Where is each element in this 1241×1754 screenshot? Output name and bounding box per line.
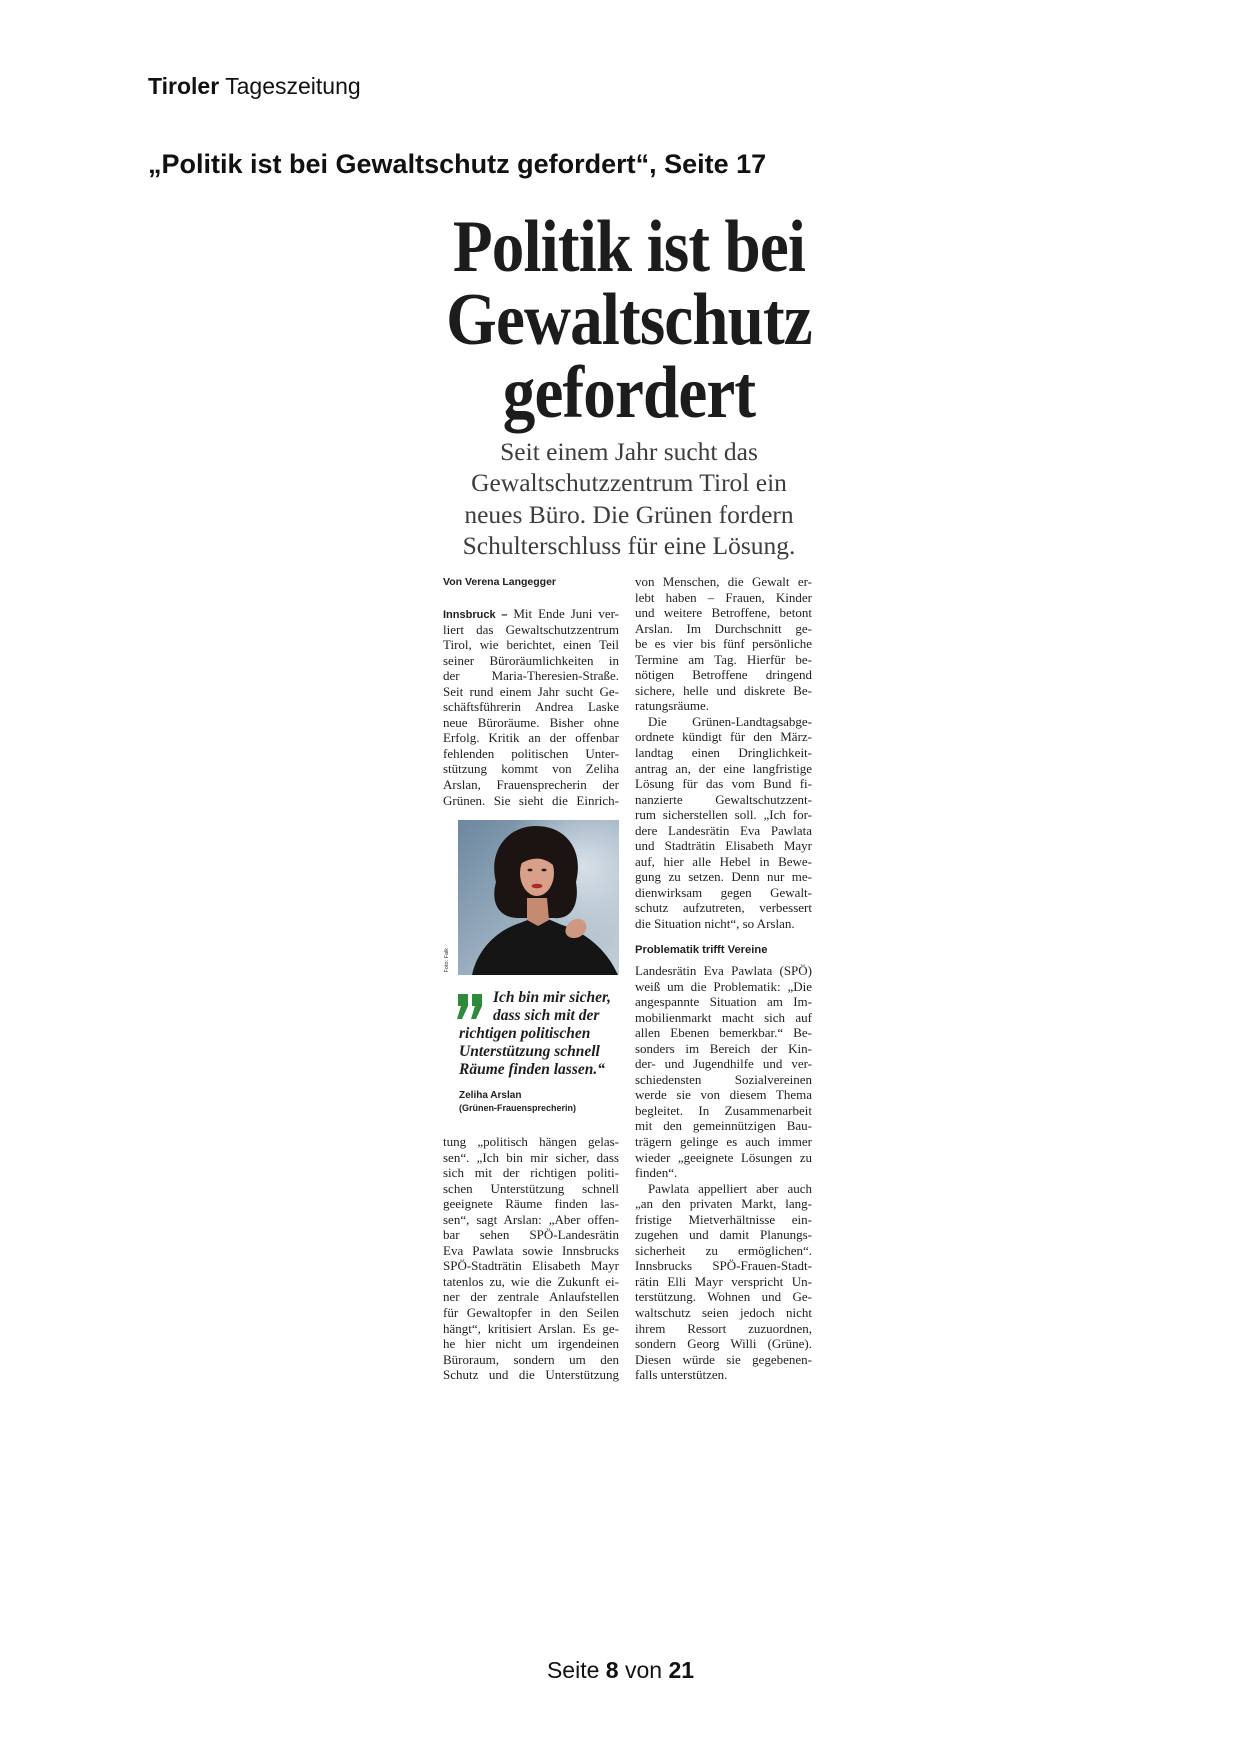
pull-quote-role: (Grünen-Frauensprecherin) bbox=[459, 1103, 577, 1113]
body-text-line: für Gewaltopfer in den Seilen bbox=[443, 1305, 619, 1321]
body-text-line: finden“. bbox=[635, 1165, 678, 1181]
body-text-line: liert das Gewaltschutzzentrum bbox=[443, 621, 619, 637]
page-number bbox=[0, 1657, 1241, 1683]
body-text-line: Lösung für das vom Bund fi- bbox=[635, 776, 812, 792]
body-text-line: bar sehen SPÖ-Landesrätin bbox=[443, 1227, 619, 1243]
pull-quote-line: Unterstützung schnell bbox=[459, 1043, 600, 1060]
body-text-line: schen Unterstützung schnell bbox=[443, 1180, 619, 1196]
body-text-line: allen Ebenen bemerkbar.“ Be- bbox=[635, 1025, 812, 1041]
body-text-line: schäftsführerin Andrea Laske bbox=[443, 699, 619, 715]
body-text-line: angespannte Situation am Im- bbox=[635, 994, 812, 1010]
body-text-line: Büroraum, sondern um den bbox=[443, 1351, 619, 1367]
body-text-line: und Stadträtin Elisabeth Mayr bbox=[635, 838, 812, 854]
page-number-total: 21 bbox=[668, 1657, 695, 1683]
body-text-line bbox=[443, 606, 619, 622]
pull-quote bbox=[459, 989, 637, 1079]
body-text-line: neue Büroräume. Bisher ohne bbox=[443, 714, 619, 730]
body-text-line: Pawlata appelliert aber auch bbox=[648, 1180, 812, 1196]
body-text-line: Erfolg. Kritik an der offenbar bbox=[443, 730, 619, 746]
body-text-line: die Situation nicht“, so Arslan. bbox=[635, 916, 795, 932]
body-text-line-content: Mit Ende Juni ver- bbox=[513, 606, 620, 621]
article-subheading: Problematik trifft Vereine bbox=[635, 944, 768, 956]
body-text-line: Seit rund einem Jahr sucht Ge- bbox=[443, 683, 619, 699]
body-text-line: Die Grünen-Landtagsabge- bbox=[648, 713, 812, 729]
article-dateline: Innsbruck – bbox=[443, 609, 508, 621]
person-eye bbox=[541, 869, 546, 872]
pull-quote-line: richtigen politischen bbox=[459, 1025, 591, 1042]
body-text-line: be es vier bis fünf persönliche bbox=[635, 636, 812, 652]
body-text-line: der- und Jugendhilfe und ver- bbox=[635, 1056, 812, 1072]
body-text-line: zugehen und damit Planungs- bbox=[635, 1227, 812, 1243]
publication-name bbox=[148, 73, 361, 99]
person-eye bbox=[527, 869, 532, 872]
body-text-line: ihrem Ressort zuzuordnen, bbox=[635, 1320, 812, 1336]
pull-quote-line: Ich bin mir sicher, bbox=[493, 989, 611, 1006]
body-text-line: rätin Elli Mayr verspricht Un- bbox=[635, 1273, 812, 1289]
body-text-line: waltschutz seien jedoch nicht bbox=[635, 1305, 812, 1321]
column-left-top bbox=[443, 606, 619, 808]
body-text-line: ratungsräume. bbox=[635, 698, 710, 714]
body-text-line: ordnete kündigt für den März- bbox=[635, 729, 812, 745]
body-text-line: gung zu setzen. Denn nur me- bbox=[635, 869, 812, 885]
body-text-line: SPÖ-Stadträtin Elisabeth Mayr bbox=[443, 1258, 619, 1274]
body-text-line: sich mit der richtigen politi- bbox=[443, 1165, 619, 1181]
body-text-line: dere Landesrätin Eva Pawlata bbox=[635, 822, 812, 838]
column-right-top bbox=[635, 574, 812, 932]
body-text-line: Eva Pawlata sowie Innsbrucks bbox=[443, 1242, 619, 1258]
body-text-line: werde sie von diesem Thema bbox=[635, 1087, 812, 1103]
article-title-line: Politik ist bei bbox=[452, 206, 806, 288]
body-text-line: sonders im Bereich der Kin- bbox=[635, 1040, 812, 1056]
body-text-line: und weitere Betroffene, betont bbox=[635, 605, 812, 621]
portrait-photo-image bbox=[458, 820, 619, 975]
body-text-line: schiedensten Sozialvereinen bbox=[635, 1071, 812, 1087]
body-text-line: Landesrätin Eva Pawlata (SPÖ) bbox=[635, 963, 812, 978]
body-text-line: Arslan, Frauensprecherin der bbox=[443, 777, 619, 793]
body-text-line: weiß um die Problematik: „Die bbox=[635, 978, 812, 994]
body-text-line: seiner Büroräumlichkeiten in bbox=[443, 652, 619, 668]
publication-name-bold: Tiroler bbox=[148, 73, 220, 99]
body-text-line: sichere, helle und diskrete Be- bbox=[635, 682, 812, 698]
article-byline: Von Verena Langegger bbox=[443, 576, 557, 588]
body-text-line: nanzierte Gewaltschutzzent- bbox=[635, 791, 812, 807]
person-lips bbox=[532, 884, 543, 889]
pull-quote-line: dass sich mit der bbox=[493, 1007, 600, 1024]
body-text-line: nötigen Betroffene dringend bbox=[635, 667, 812, 683]
body-text-line: Schutz und die Unterstützung bbox=[443, 1367, 619, 1383]
body-text-line: fristige Mietverhältnisse ein- bbox=[635, 1211, 812, 1227]
body-text-line: Tirol, wie berichtet, einen Teil bbox=[443, 637, 619, 653]
article-title-line: Gewaltschutz bbox=[446, 279, 812, 361]
pull-quote-attribution bbox=[459, 1089, 576, 1115]
body-text-line: Innsbrucks SPÖ-Frauen-Stadt- bbox=[635, 1258, 812, 1274]
article-subtitle bbox=[380, 436, 878, 562]
body-text-line: sondern Georg Willi (Grüne). bbox=[635, 1336, 812, 1352]
body-text-line: mobilienmarkt macht sich auf bbox=[635, 1009, 812, 1025]
page-number-separator: von bbox=[624, 1657, 663, 1683]
publication-name-regular: Tageszeitung bbox=[225, 73, 361, 99]
body-text-line: Arslan. Im Durchschnitt ge- bbox=[635, 620, 812, 636]
body-text-line: Termine am Tag. Hierfür be- bbox=[635, 651, 812, 667]
body-text-line: „an den privaten Markt, lang- bbox=[635, 1196, 812, 1212]
body-text-line: begleitet. In Zusammenarbeit bbox=[635, 1102, 812, 1118]
pull-quote-line: Räume finden lassen.“ bbox=[459, 1061, 605, 1078]
body-text-line: geeignete Räume finden las- bbox=[443, 1196, 619, 1212]
body-text-line: antrag an, der eine langfristige bbox=[635, 760, 812, 776]
body-text-line: auf, hier alle Hebel in Bewe- bbox=[635, 853, 812, 869]
body-text-line: falls unterstützen. bbox=[635, 1367, 728, 1383]
body-text-line: sicherheit zu ermöglichen“. bbox=[635, 1242, 812, 1258]
body-text-line: sen“. „Ich bin mir sicher, dass bbox=[443, 1149, 619, 1165]
column-left-bottom bbox=[443, 1134, 619, 1383]
body-text-line: dienwirksam gegen Gewalt- bbox=[635, 884, 812, 900]
body-text-line: rum sicherstellen soll. „Ich for- bbox=[635, 807, 812, 823]
article-subtitle-line: Gewaltschutzzentrum Tirol ein bbox=[471, 468, 787, 498]
body-text-line: landtag einen Dringlichkeit- bbox=[635, 745, 812, 761]
body-text-line: terstützung. Wohnen und Ge- bbox=[635, 1289, 812, 1305]
body-text-line: tung „politisch hängen gelas- bbox=[443, 1134, 619, 1149]
body-text-line: schutz aufzutreten, verbessert bbox=[635, 900, 812, 916]
body-text-line: hängt“, kritisiert Arslan. Es ge- bbox=[443, 1320, 619, 1336]
person-neck bbox=[527, 898, 549, 926]
article-subtitle-line: Schulterschluss für eine Lösung. bbox=[462, 531, 796, 561]
body-text-line: Grünen. Sie sieht die Einrich- bbox=[443, 792, 619, 808]
body-text-line: Diesen würde sie gegebenen- bbox=[635, 1351, 812, 1367]
body-text-line: trägern gelinge es auch immer bbox=[635, 1134, 812, 1150]
photo-credit: Foto: Falk bbox=[444, 948, 450, 973]
portrait-photo bbox=[458, 820, 619, 975]
body-text-line: stützung kommt von Zeliha bbox=[443, 761, 619, 777]
page-number-label: Seite bbox=[546, 1657, 600, 1683]
body-text-line: sen“, sagt Arslan: „Aber offen- bbox=[443, 1211, 619, 1227]
article-reference-heading: „Politik ist bei Gewaltschutz gefordert“, Seite 17 bbox=[148, 149, 767, 179]
body-text-line: von Menschen, die Gewalt er- bbox=[635, 574, 812, 589]
body-text-line: fehlenden politischen Unter- bbox=[443, 745, 619, 761]
pull-quote-author: Zeliha Arslan bbox=[459, 1090, 522, 1101]
body-text-line: lebt haben – Frauen, Kinder bbox=[635, 589, 812, 605]
page-number-current: 8 bbox=[605, 1657, 619, 1683]
article-subtitle-line: Seit einem Jahr sucht das bbox=[500, 437, 758, 466]
body-text-line: ner der zentrale Anlaufstellen bbox=[443, 1289, 619, 1305]
article-title bbox=[410, 206, 848, 434]
column-right-bottom bbox=[635, 963, 812, 1383]
body-text-line: der Maria-Theresien-Straße. bbox=[443, 668, 619, 684]
article-title-line: gefordert bbox=[502, 352, 756, 434]
body-text-line: wieder „geeignete Lösungen zu bbox=[635, 1149, 812, 1165]
body-text-line: mit den gemeinnützigen Bau- bbox=[635, 1118, 812, 1134]
body-text-line: tatenlos zu, wie die Zukunft ei- bbox=[443, 1273, 619, 1289]
body-text-line: he hier nicht um irgendeinen bbox=[443, 1336, 619, 1352]
article-subtitle-line: neues Büro. Die Grünen fordern bbox=[464, 499, 794, 529]
